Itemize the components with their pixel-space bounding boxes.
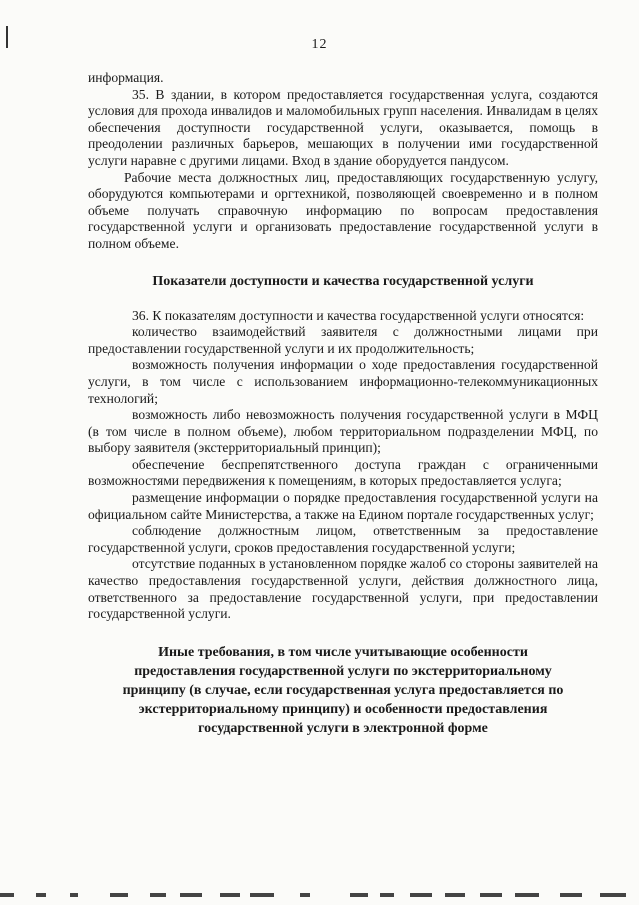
section-heading-indicators: Показатели доступности и качества государственной услуги (152, 273, 534, 289)
section-heading-other-requirements: Иные требования, в том числе учитывающие особенности предоставления государственной услуги по экстерриториальному принципу (в случае, если государственная услуга предоставляется по экстерриториальному принципу) и особенности предоставления государственной услуги в электронной форме (122, 644, 564, 736)
document-body (88, 70, 598, 738)
indicator-item: обеспечение беспрепятственного доступа граждан с ограниченными возможностями передвижения к помещениям, в которых предоставляется услуга; (88, 456, 598, 489)
paragraph-35: 35. В здании, в котором предоставляется государственная услуга, создаются условия для прохода инвалидов и маломобильных групп населения. Инвалидам в целях обеспечения доступности государственной услуги, оказывается, помощь в преодолении различных барьеров, мешающих в получении ими государственной услуги наравне с другими лицами. Вход в здание оборудуется пандусом. (88, 86, 598, 168)
indicator-item: отсутствие поданных в установленном порядке жалоб со стороны заявителей на качество предоставления государственной услуги, действия должностного лица, ответственного за предоставление государственной услуги, при предоставлении государственной услуги. (88, 556, 598, 622)
indicator-item: количество взаимодействий заявителя с должностными лицами при предоставлении государственной услуги и их продолжительность; (88, 324, 598, 356)
scan-edge-artifact (0, 893, 639, 905)
paragraph-36-intro: 36. К показателям доступности и качества государственной услуги относятся: (132, 307, 585, 323)
indicator-item: возможность либо невозможность получения государственной услуги в МФЦ (в том числе в полном объеме), любом территориальном подразделении МФЦ, по выбору заявителя (экстерриториальный принцип); (88, 407, 598, 456)
paragraph-workplaces: Рабочие места должностных лиц, предоставляющих государственную услугу, оборудуются компьютерами и оргтехникой, позволяющей своевременно и в полном объеме получать справочную информацию по вопросам предоставления государственной услуги и организовать предоставление государственной услуги в полном объеме. (88, 169, 598, 251)
indicator-item: возможность получения информации о ходе предоставления государственной услуги, в том числе с использованием информационно-телекоммуникационных технологий; (88, 357, 598, 406)
indicator-item: соблюдение должностным лицом, ответственным за предоставление государственной услуги, сроков предоставления государственной услуги; (88, 523, 598, 555)
page-number: 12 (311, 37, 328, 52)
indicator-item: размещение информации о порядке предоставления государственной услуги на официальном сайте Министерства, а также на Едином портале государственных услуг; (88, 490, 598, 522)
paragraph-continuation: информация. (88, 70, 164, 85)
